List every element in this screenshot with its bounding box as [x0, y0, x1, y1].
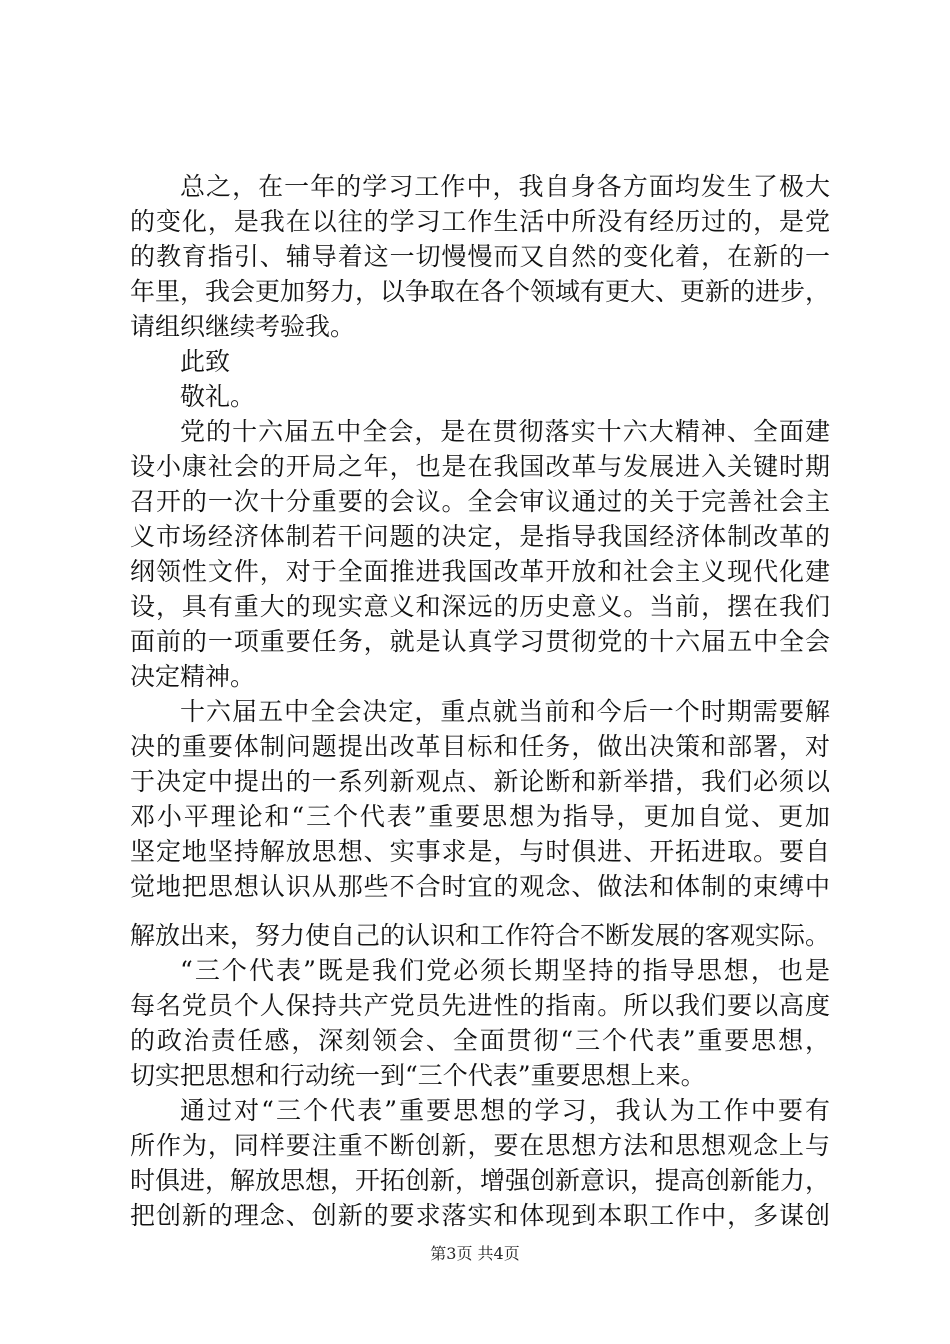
paragraph-line: 党的十六届五中全会，是在贯彻落实十六大精神、全面建: [180, 417, 830, 446]
paragraph-line: 面前的一项重要任务，就是认真学习贯彻党的十六届五中全会: [130, 627, 830, 656]
paragraph-line: 于决定中提出的一系列新观点、新论断和新举措，我们必须以: [130, 767, 830, 796]
paragraph-line: 纲领性文件，对于全面推进我国改革开放和社会主义现代化建: [130, 557, 830, 586]
page-footer: 第3页 共4页: [430, 1244, 520, 1263]
paragraph-line: 的政治责任感，深刻领会、全面贯彻“三个代表”重要思想，: [130, 1026, 830, 1055]
paragraph-line: 的教育指引、辅导着这一切慢慢而又自然的变化着，在新的一: [130, 242, 830, 271]
paragraph-line: 的变化，是我在以往的学习工作生活中所没有经历过的，是党: [130, 207, 830, 236]
paragraph-line: 总之，在一年的学习工作中，我自身各方面均发生了极大: [180, 172, 830, 201]
paragraph-line: “三个代表”既是我们党必须长期坚持的指导思想，也是: [180, 956, 830, 985]
paragraph-line: 通过对“三个代表”重要思想的学习，我认为工作中要有: [180, 1096, 830, 1125]
paragraph-line: 决定精神。: [130, 662, 256, 691]
paragraph-line: 请组织继续考验我。: [130, 312, 356, 341]
paragraph-line: 切实把思想和行动统一到“三个代表”重要思想上来。: [130, 1061, 706, 1090]
paragraph-line: 年里，我会更加努力，以争取在各个领域有更大、更新的进步，: [130, 277, 831, 306]
paragraph-line: 十六届五中全会决定，重点就当前和今后一个时期需要解: [180, 697, 830, 726]
paragraph-line: 设小康社会的开局之年，也是在我国改革与发展进入关键时期: [130, 452, 830, 481]
paragraph-line: 义市场经济体制若干问题的决定，是指导我国经济体制改革的: [130, 522, 830, 551]
paragraph-line: 觉地把思想认识从那些不合时宜的观念、做法和体制的束缚中: [130, 872, 830, 901]
paragraph-line: 决的重要体制问题提出改革目标和任务，做出决策和部署，对: [130, 732, 830, 761]
paragraph-line: 坚定地坚持解放思想、实事求是，与时俱进、开拓进取。要自: [130, 837, 830, 866]
closing-line: 此致: [180, 347, 231, 376]
paragraph-line: 时俱进，解放思想，开拓创新，增强创新意识，提高创新能力，: [130, 1166, 831, 1195]
paragraph-line: 召开的一次十分重要的会议。全会审议通过的关于完善社会主: [130, 487, 830, 516]
paragraph-line: 把创新的理念、创新的要求落实和体现到本职工作中，多谋创: [130, 1201, 830, 1230]
paragraph-line: 设，具有重大的现实意义和深远的历史意义。当前，摆在我们: [130, 592, 830, 621]
paragraph-line: 邓小平理论和“三个代表”重要思想为指导，更加自觉、更加: [130, 802, 830, 831]
paragraph-line: 解放出来，努力使自己的认识和工作符合不断发展的客观实际。: [130, 921, 831, 950]
paragraph-line: 所作为，同样要注重不断创新，要在思想方法和思想观念上与: [130, 1131, 830, 1160]
closing-line: 敬礼。: [180, 382, 256, 411]
paragraph-line: 每名党员个人保持共产党员先进性的指南。所以我们要以高度: [130, 991, 830, 1020]
